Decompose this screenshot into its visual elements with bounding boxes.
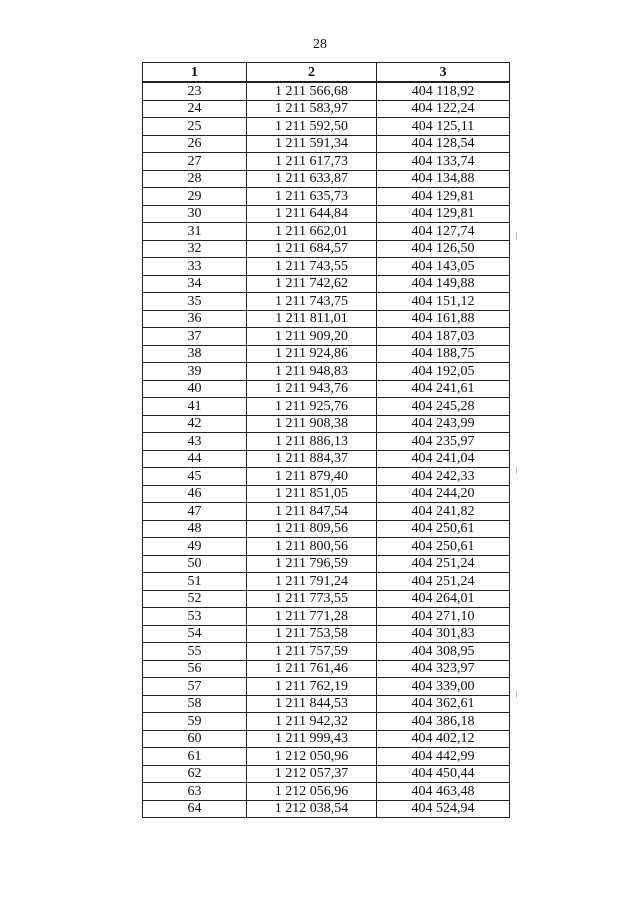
table-row [143,328,510,346]
coordinates-table [142,62,510,818]
table-body [143,82,510,818]
x-coordinate-cell: 1 212 038,54 [247,800,377,818]
table-row [143,223,510,241]
table-row [143,205,510,223]
y-coordinate-cell: 404 129,81 [377,205,510,223]
x-coordinate-cell: 1 211 592,50 [247,118,377,136]
y-coordinate-cell: 404 450,44 [377,765,510,783]
table-row [143,433,510,451]
point-number-cell: 53 [143,608,247,626]
y-coordinate-cell: 404 524,94 [377,800,510,818]
point-number-cell: 24 [143,100,247,118]
table-row [143,730,510,748]
x-coordinate-cell: 1 211 743,75 [247,293,377,311]
point-number-cell: 35 [143,293,247,311]
table-row [143,153,510,171]
table-row [143,573,510,591]
y-coordinate-cell: 404 245,28 [377,398,510,416]
point-number-cell: 41 [143,398,247,416]
table-header-row [143,63,510,83]
x-coordinate-cell: 1 212 056,96 [247,783,377,801]
x-coordinate-cell: 1 211 879,40 [247,468,377,486]
x-coordinate-cell: 1 211 757,59 [247,643,377,661]
table-row [143,188,510,206]
x-coordinate-cell: 1 211 999,43 [247,730,377,748]
table-row [143,380,510,398]
point-number-cell: 52 [143,590,247,608]
point-number-cell: 38 [143,345,247,363]
table-row [143,678,510,696]
point-number-cell: 40 [143,380,247,398]
x-coordinate-cell: 1 211 591,34 [247,135,377,153]
point-number-cell: 44 [143,450,247,468]
y-coordinate-cell: 404 244,20 [377,485,510,503]
table-row [143,643,510,661]
y-coordinate-cell: 404 187,03 [377,328,510,346]
y-coordinate-cell: 404 126,50 [377,240,510,258]
table-row [143,118,510,136]
y-coordinate-cell: 404 264,01 [377,590,510,608]
x-coordinate-cell: 1 211 662,01 [247,223,377,241]
table-row [143,100,510,118]
x-coordinate-cell: 1 211 847,54 [247,503,377,521]
y-coordinate-cell: 404 235,97 [377,433,510,451]
y-coordinate-cell: 404 133,74 [377,153,510,171]
y-coordinate-cell: 404 242,33 [377,468,510,486]
point-number-cell: 26 [143,135,247,153]
x-coordinate-cell: 1 211 844,53 [247,695,377,713]
y-coordinate-cell: 404 241,61 [377,380,510,398]
point-number-cell: 48 [143,520,247,538]
x-coordinate-cell: 1 211 924,86 [247,345,377,363]
y-coordinate-cell: 404 386,18 [377,713,510,731]
point-number-cell: 32 [143,240,247,258]
table-row [143,468,510,486]
table-row [143,660,510,678]
point-number-cell: 50 [143,555,247,573]
point-number-cell: 25 [143,118,247,136]
y-coordinate-cell: 404 134,88 [377,170,510,188]
y-coordinate-cell: 404 251,24 [377,555,510,573]
point-number-cell: 37 [143,328,247,346]
point-number-cell: 39 [143,363,247,381]
column-header-2: 2 [247,63,377,83]
point-number-cell: 49 [143,538,247,556]
table-row [143,450,510,468]
y-coordinate-cell: 404 339,00 [377,678,510,696]
x-coordinate-cell: 1 211 791,24 [247,573,377,591]
y-coordinate-cell: 404 251,24 [377,573,510,591]
table-row [143,135,510,153]
x-coordinate-cell: 1 211 583,97 [247,100,377,118]
y-coordinate-cell: 404 143,05 [377,258,510,276]
x-coordinate-cell: 1 211 886,13 [247,433,377,451]
table-row [143,485,510,503]
point-number-cell: 28 [143,170,247,188]
y-coordinate-cell: 404 125,11 [377,118,510,136]
table-row [143,293,510,311]
point-number-cell: 43 [143,433,247,451]
point-number-cell: 58 [143,695,247,713]
y-coordinate-cell: 404 188,75 [377,345,510,363]
y-coordinate-cell: 404 127,74 [377,223,510,241]
table-row [143,783,510,801]
page-number: 28 [313,37,327,52]
x-coordinate-cell: 1 211 644,84 [247,205,377,223]
table-row [143,240,510,258]
table-row [143,748,510,766]
y-coordinate-cell: 404 323,97 [377,660,510,678]
y-coordinate-cell: 404 250,61 [377,538,510,556]
point-number-cell: 36 [143,310,247,328]
point-number-cell: 59 [143,713,247,731]
x-coordinate-cell: 1 211 809,56 [247,520,377,538]
y-coordinate-cell: 404 118,92 [377,82,510,100]
table-row [143,275,510,293]
x-coordinate-cell: 1 211 884,37 [247,450,377,468]
point-number-cell: 42 [143,415,247,433]
y-coordinate-cell: 404 301,83 [377,625,510,643]
table-row [143,170,510,188]
y-coordinate-cell: 404 192,05 [377,363,510,381]
x-coordinate-cell: 1 211 617,73 [247,153,377,171]
point-number-cell: 31 [143,223,247,241]
point-number-cell: 23 [143,82,247,100]
y-coordinate-cell: 404 402,12 [377,730,510,748]
y-coordinate-cell: 404 250,61 [377,520,510,538]
point-number-cell: 47 [143,503,247,521]
point-number-cell: 45 [143,468,247,486]
point-number-cell: 55 [143,643,247,661]
x-coordinate-cell: 1 211 684,57 [247,240,377,258]
scan-edge-mark [516,690,517,698]
table-row [143,310,510,328]
y-coordinate-cell: 404 129,81 [377,188,510,206]
x-coordinate-cell: 1 211 742,62 [247,275,377,293]
y-coordinate-cell: 404 243,99 [377,415,510,433]
table-row [143,415,510,433]
point-number-cell: 63 [143,783,247,801]
x-coordinate-cell: 1 211 811,01 [247,310,377,328]
table-row [143,625,510,643]
table-row [143,695,510,713]
x-coordinate-cell: 1 211 943,76 [247,380,377,398]
point-number-cell: 34 [143,275,247,293]
x-coordinate-cell: 1 211 909,20 [247,328,377,346]
table-row [143,520,510,538]
table-row [143,608,510,626]
y-coordinate-cell: 404 271,10 [377,608,510,626]
table-row [143,503,510,521]
point-number-cell: 64 [143,800,247,818]
x-coordinate-cell: 1 211 743,55 [247,258,377,276]
point-number-cell: 46 [143,485,247,503]
table-row [143,538,510,556]
table-row [143,800,510,818]
x-coordinate-cell: 1 212 057,37 [247,765,377,783]
x-coordinate-cell: 1 211 942,32 [247,713,377,731]
x-coordinate-cell: 1 211 633,87 [247,170,377,188]
point-number-cell: 61 [143,748,247,766]
x-coordinate-cell: 1 211 796,59 [247,555,377,573]
point-number-cell: 30 [143,205,247,223]
point-number-cell: 29 [143,188,247,206]
x-coordinate-cell: 1 211 908,38 [247,415,377,433]
point-number-cell: 51 [143,573,247,591]
y-coordinate-cell: 404 241,04 [377,450,510,468]
x-coordinate-cell: 1 211 948,83 [247,363,377,381]
y-coordinate-cell: 404 151,12 [377,293,510,311]
y-coordinate-cell: 404 241,82 [377,503,510,521]
table-row [143,713,510,731]
x-coordinate-cell: 1 211 800,56 [247,538,377,556]
table-row [143,258,510,276]
table-row [143,590,510,608]
x-coordinate-cell: 1 211 635,73 [247,188,377,206]
x-coordinate-cell: 1 211 762,19 [247,678,377,696]
point-number-cell: 27 [143,153,247,171]
scan-edge-mark [516,466,517,474]
table-row [143,345,510,363]
y-coordinate-cell: 404 161,88 [377,310,510,328]
point-number-cell: 56 [143,660,247,678]
point-number-cell: 54 [143,625,247,643]
scan-edge-mark [516,232,517,240]
table-row [143,555,510,573]
point-number-cell: 33 [143,258,247,276]
x-coordinate-cell: 1 211 566,68 [247,82,377,100]
table-row [143,398,510,416]
point-number-cell: 57 [143,678,247,696]
y-coordinate-cell: 404 128,54 [377,135,510,153]
x-coordinate-cell: 1 211 753,58 [247,625,377,643]
y-coordinate-cell: 404 442,99 [377,748,510,766]
x-coordinate-cell: 1 211 851,05 [247,485,377,503]
point-number-cell: 62 [143,765,247,783]
x-coordinate-cell: 1 211 771,28 [247,608,377,626]
y-coordinate-cell: 404 149,88 [377,275,510,293]
table-row [143,765,510,783]
column-header-3: 3 [377,63,510,83]
x-coordinate-cell: 1 211 761,46 [247,660,377,678]
x-coordinate-cell: 1 211 925,76 [247,398,377,416]
y-coordinate-cell: 404 463,48 [377,783,510,801]
table-row [143,82,510,100]
x-coordinate-cell: 1 212 050,96 [247,748,377,766]
y-coordinate-cell: 404 308,95 [377,643,510,661]
point-number-cell: 60 [143,730,247,748]
y-coordinate-cell: 404 122,24 [377,100,510,118]
table-row [143,363,510,381]
x-coordinate-cell: 1 211 773,55 [247,590,377,608]
y-coordinate-cell: 404 362,61 [377,695,510,713]
column-header-1: 1 [143,63,247,83]
